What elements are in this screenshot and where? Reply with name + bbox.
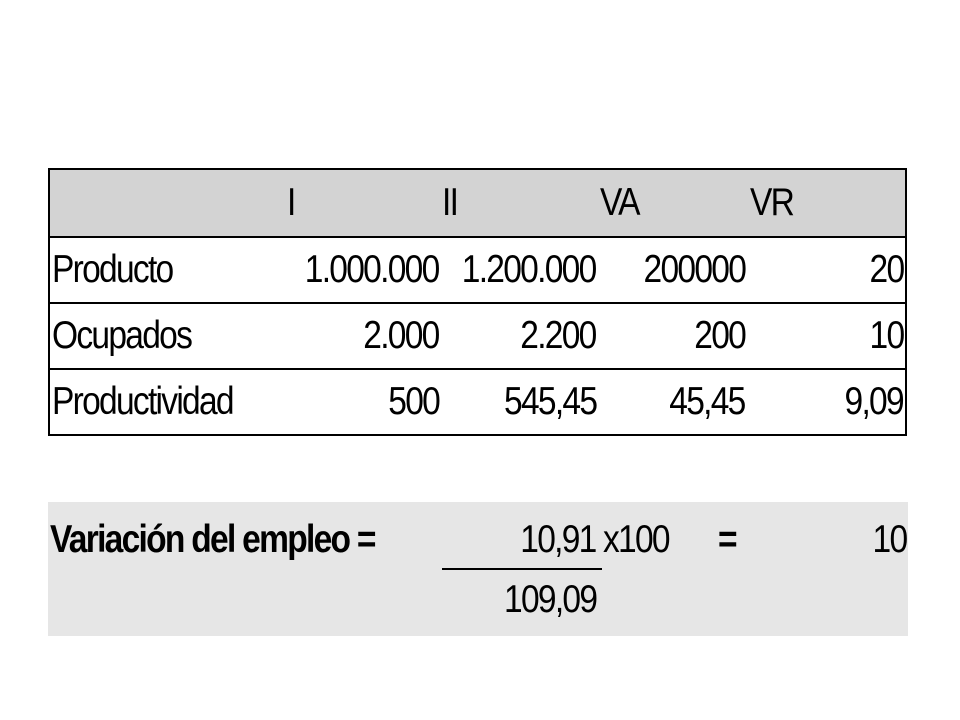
table-row-producto [50,236,905,302]
formula-multiplier: x100 [603,518,669,561]
data-table [48,168,907,436]
row-label: Ocupados [52,314,192,357]
formula-denominator: 109,09 [503,578,596,621]
formula-label: Variación del empleo = [50,518,375,561]
row-label: Producto [52,248,173,291]
cell-ii: 2.200 [520,314,596,357]
cell-i: 2.000 [363,314,439,357]
employment-variation-formula [48,502,908,636]
column-header-vr: VR [750,181,794,224]
cell-i: 500 [388,380,439,423]
cell-va: 200000 [643,248,745,291]
table-header-row [50,170,905,236]
row-label: Productividad [52,380,233,423]
column-header-ii: II [442,181,458,224]
cell-ii: 545,45 [503,380,596,423]
cell-vr: 20 [869,248,903,291]
formula-numerator: 10,91 [520,518,596,561]
table-row-ocupados [50,302,905,368]
formula-result: 10 [872,518,906,561]
formula-equals-sign: = [718,518,736,561]
cell-vr: 9,09 [844,380,903,423]
cell-vr: 10 [869,314,903,357]
table-row-productividad [50,368,905,434]
cell-i: 1.000.000 [305,248,439,291]
fraction-bar [442,568,602,570]
cell-va: 45,45 [669,380,745,423]
column-header-va: VA [600,181,639,224]
cell-va: 200 [694,314,745,357]
column-header-i: I [287,181,295,224]
cell-ii: 1.200.000 [462,248,596,291]
